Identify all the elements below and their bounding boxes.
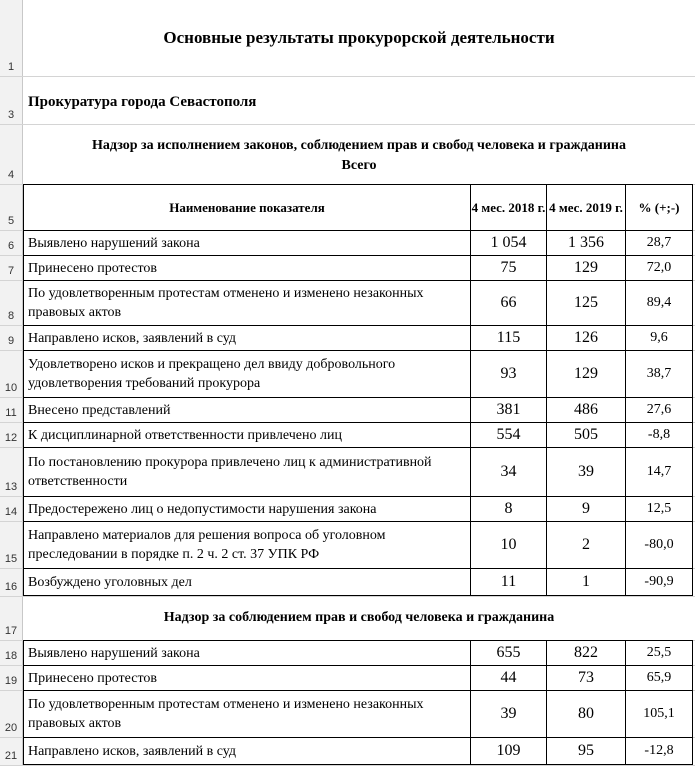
indicator-name: Направлено исков, заявлений в суд <box>23 737 471 765</box>
indicator-name: Внесено представлений <box>23 397 471 423</box>
percent-change: 14,7 <box>625 447 693 497</box>
row-number[interactable]: 12 <box>4 432 18 444</box>
row-number[interactable]: 16 <box>4 581 18 593</box>
value-2019: 80 <box>546 690 626 738</box>
row-number[interactable]: 18 <box>4 650 18 662</box>
value-2018: 655 <box>470 640 547 666</box>
indicator-name: Удовлетворено исков и прекращено дел ввиду добровольного удовлетворения требований прокурора <box>23 350 471 398</box>
value-2019: 1 <box>546 568 626 596</box>
value-2018: 66 <box>470 280 547 326</box>
percent-change: 25,5 <box>625 640 693 666</box>
row-number[interactable]: 15 <box>4 553 18 565</box>
percent-change: 27,6 <box>625 397 693 423</box>
value-2019: 129 <box>546 255 626 281</box>
value-2018: 115 <box>470 325 547 351</box>
header-2018: 4 мес. 2018 г. <box>470 184 547 231</box>
value-2019: 486 <box>546 397 626 423</box>
value-2018: 34 <box>470 447 547 497</box>
value-2019: 9 <box>546 496 626 522</box>
indicator-name: Принесено протестов <box>23 665 471 691</box>
value-2019: 126 <box>546 325 626 351</box>
indicator-name: Принесено протестов <box>23 255 471 281</box>
value-2019: 39 <box>546 447 626 497</box>
value-2019: 1 356 <box>546 230 626 256</box>
organization-name: Прокуратура города Севастополя <box>28 93 257 110</box>
section-heading-1-line2: Всего <box>341 158 377 173</box>
header-2019: 4 мес. 2019 г. <box>546 184 626 231</box>
row-number[interactable]: 8 <box>7 310 15 322</box>
percent-change: 28,7 <box>625 230 693 256</box>
row-gridline <box>0 124 695 125</box>
indicator-name: Направлено материалов для решения вопроса об уголовном преследовании в порядке п. 2 ч. 2 ст. 37 УПК РФ <box>23 521 471 569</box>
value-2018: 554 <box>470 422 547 448</box>
indicator-name: Направлено исков, заявлений в суд <box>23 325 471 351</box>
row-number[interactable]: 7 <box>7 265 15 277</box>
row-number[interactable]: 11 <box>5 407 17 419</box>
indicator-name: По постановлению прокурора привлечено лиц к административной ответственности <box>23 447 471 497</box>
indicator-name: По удовлетворенным протестам отменено и изменено незаконных правовых актов <box>23 280 471 326</box>
row-number[interactable]: 1 <box>7 61 15 73</box>
row-number[interactable]: 20 <box>4 722 18 734</box>
row-number[interactable]: 19 <box>4 675 18 687</box>
value-2019: 125 <box>546 280 626 326</box>
section-heading-2: Надзор за соблюдением прав и свобод человека и гражданина <box>163 610 555 625</box>
value-2019: 95 <box>546 737 626 765</box>
indicator-name: К дисциплинарной ответственности привлечено лиц <box>23 422 471 448</box>
header-percent: % (+;-) <box>625 184 693 231</box>
value-2019: 2 <box>546 521 626 569</box>
row-number[interactable]: 17 <box>4 625 18 637</box>
section-heading-1 <box>23 128 695 184</box>
percent-change: 12,5 <box>625 496 693 522</box>
value-2018: 11 <box>470 568 547 596</box>
percent-change: 38,7 <box>625 350 693 398</box>
percent-change: 65,9 <box>625 665 693 691</box>
section-heading-1-line1: Надзор за исполнением законов, соблюдением прав и свобод человека и гражданина <box>92 138 626 153</box>
percent-change: 9,6 <box>625 325 693 351</box>
value-2019: 822 <box>546 640 626 666</box>
row-number[interactable]: 4 <box>7 169 15 181</box>
row-number[interactable]: 14 <box>4 506 18 518</box>
percent-change: -12,8 <box>625 737 693 765</box>
row-number[interactable]: 9 <box>7 335 15 347</box>
percent-change: -8,8 <box>625 422 693 448</box>
value-2018: 381 <box>470 397 547 423</box>
value-2019: 505 <box>546 422 626 448</box>
percent-change: 72,0 <box>625 255 693 281</box>
value-2018: 8 <box>470 496 547 522</box>
value-2018: 75 <box>470 255 547 281</box>
row-number[interactable]: 6 <box>7 240 15 252</box>
value-2018: 109 <box>470 737 547 765</box>
value-2018: 44 <box>470 665 547 691</box>
value-2018: 39 <box>470 690 547 738</box>
indicator-name: По удовлетворенным протестам отменено и изменено незаконных правовых актов <box>23 690 471 738</box>
page-title: Основные результаты прокурорской деятельности <box>163 28 555 47</box>
row-number[interactable]: 10 <box>4 382 18 394</box>
percent-change: 89,4 <box>625 280 693 326</box>
indicator-name: Выявлено нарушений закона <box>23 230 471 256</box>
row-number[interactable]: 5 <box>7 215 15 227</box>
indicator-name: Выявлено нарушений закона <box>23 640 471 666</box>
value-2018: 10 <box>470 521 547 569</box>
row-gridline <box>0 76 695 77</box>
percent-change: 105,1 <box>625 690 693 738</box>
indicator-name: Предостережено лиц о недопустимости нарушения закона <box>23 496 471 522</box>
value-2018: 93 <box>470 350 547 398</box>
row-number[interactable]: 21 <box>4 750 18 762</box>
header-name: Наименование показателя <box>23 184 471 231</box>
row-number[interactable]: 3 <box>7 109 15 121</box>
value-2019: 73 <box>546 665 626 691</box>
value-2018: 1 054 <box>470 230 547 256</box>
value-2019: 129 <box>546 350 626 398</box>
percent-change: -90,9 <box>625 568 693 596</box>
indicator-name: Возбуждено уголовных дел <box>23 568 471 596</box>
row-number[interactable]: 13 <box>4 481 18 493</box>
percent-change: -80,0 <box>625 521 693 569</box>
